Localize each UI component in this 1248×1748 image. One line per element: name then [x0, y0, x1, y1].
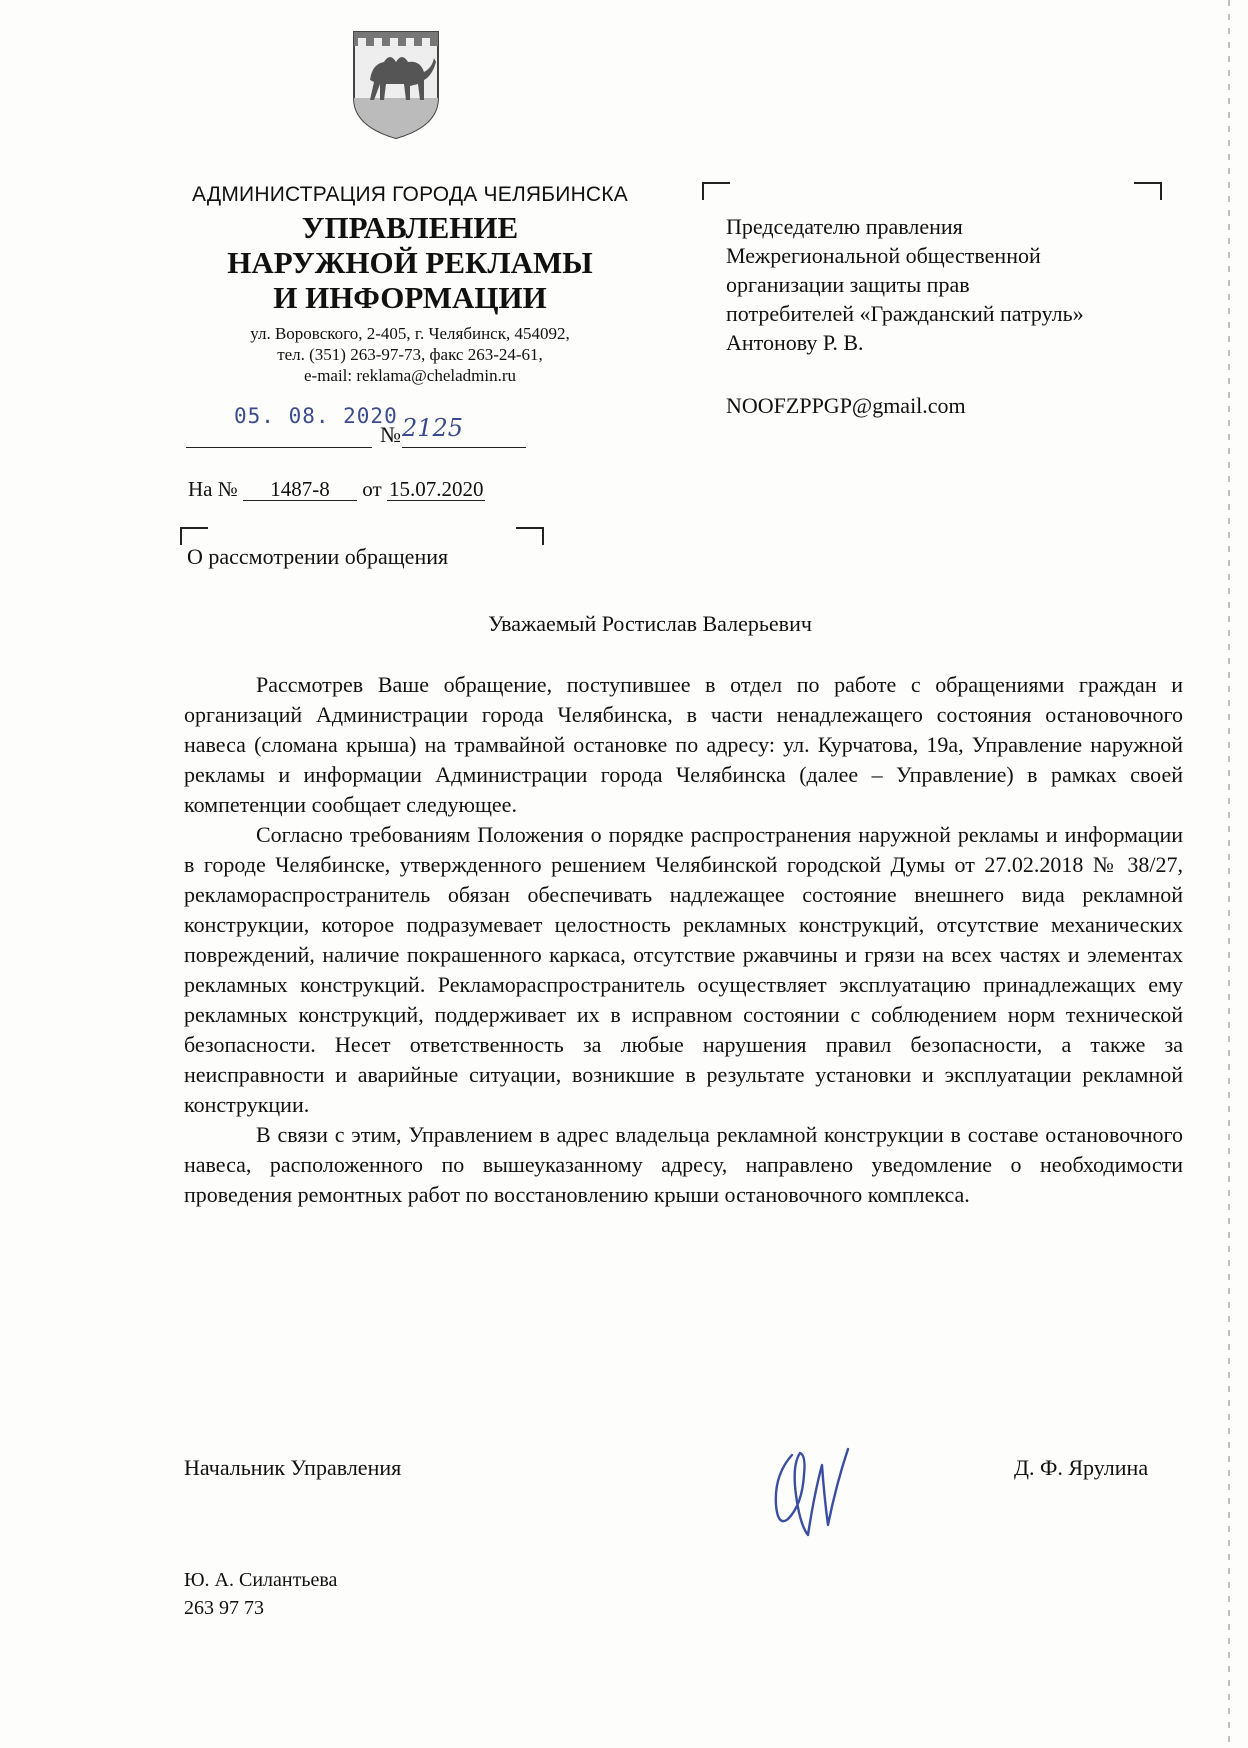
executor-block: [184, 1566, 337, 1622]
recipient-line: организации защиты прав: [726, 272, 970, 297]
coat-of-arms-icon: [340, 28, 452, 140]
body-paragraph: Рассмотрев Ваше обращение, поступившее в отдел по работе с обращениями граждан и организаций Администрации города Челябинска, в части ненадлежащего состояния остановочного навеса (сломана крыша) на трамвайной остановке по адресу: ул. Курчатова, 19а, Управление наружной рекламы и информации Администрации города Челябинска (далее – Управление) в рамках своей компетенции сообщает следующее.: [184, 672, 1183, 817]
number-underline: [402, 447, 526, 448]
department-contacts: [150, 323, 670, 386]
address-line: ул. Воровского, 2-405, г. Челябинск, 454092,: [250, 324, 570, 343]
handwritten-signature-icon: [752, 1435, 872, 1545]
reply-reference: [188, 477, 485, 502]
body-paragraph: Согласно требованиям Положения о порядке распространения наружной рекламы и информации в городе Челябинске, утвержденного решением Челябинской городской Думы от 27.02.2018 № 38/27, рекламораспространитель обязан обеспечивать надлежащее состояние внешнего вида рекламной конструкции, которое подразумевает целостность рекламных конструкций, отсутствие механических повреждений, наличие покрашенного каркаса, отсутствие ржавчины и грязи на всех частях и элементах рекламных конструкций. Рекламораспространитель осуществляет эксплуатацию принадлежащих ему рекламных конструкций, поддерживает их в исправном состоянии с соблюдением норм технической безопасности. Несет ответственность за любые нарушения правил безопасности, а также за неисправности и аварийные ситуации, возникшие в результате установки и эксплуатации рекламной конструкции.: [184, 822, 1183, 1117]
reply-prefix: На №: [188, 477, 238, 501]
reply-from: от: [362, 477, 382, 501]
department-line: НАРУЖНОЙ РЕКЛАМЫ: [227, 245, 593, 280]
recipient-line: Председателю правления: [726, 214, 963, 239]
department-name: [150, 210, 670, 315]
greeting: Уважаемый Ростислав Валерьевич: [488, 611, 812, 636]
registration-number: 2125: [402, 414, 464, 442]
recipient-line: потребителей «Гражданский патруль»: [726, 301, 1084, 326]
subject-corner-left: [180, 527, 208, 545]
executor-phone: 263 97 73: [184, 1597, 264, 1619]
reply-date: 15.07.2020: [388, 477, 484, 501]
executor-name: Ю. А. Силантьева: [184, 1569, 338, 1591]
recipient-corner-right: [1134, 182, 1162, 200]
scan-edge-divider: [1228, 0, 1230, 1748]
letter-body: [184, 670, 1183, 1210]
letter-subject: О рассмотрении обращения: [187, 544, 449, 569]
phone-line: тел. (351) 263-97-73, факс 263-24-61,: [277, 345, 543, 364]
date-underline: [186, 447, 372, 448]
department-line: УПРАВЛЕНИЕ: [301, 210, 519, 245]
number-label: №: [380, 422, 401, 447]
signatory-title: Начальник Управления: [184, 1455, 402, 1480]
reply-number: 1487-8: [243, 478, 357, 501]
recipient-line: Межрегиональной общественной: [726, 243, 1041, 268]
body-paragraph: В связи с этим, Управлением в адрес владельца рекламной конструкции в составе остановочного навеса, расположенного по вышеуказанному адресу, направлено уведомление о необходимости проведения ремонтных работ по восстановлению крыши остановочного комплекса.: [184, 1122, 1183, 1207]
department-line: И ИНФОРМАЦИИ: [273, 280, 547, 315]
organization-name: АДМИНИСТРАЦИЯ ГОРОДА ЧЕЛЯБИНСКА: [192, 183, 628, 206]
registration-date-stamp: 05. 08. 2020: [234, 404, 398, 428]
recipient-block: [726, 212, 1186, 357]
signatory-name: Д. Ф. Ярулина: [1014, 1455, 1149, 1480]
recipient-email: NOOFZPPGP@gmail.com: [726, 393, 966, 418]
subject-corner-right: [516, 527, 544, 545]
email-line: e-mail: reklama@cheladmin.ru: [303, 366, 516, 385]
recipient-line: Антонову Р. В.: [726, 330, 864, 355]
recipient-corner-left: [702, 182, 730, 200]
